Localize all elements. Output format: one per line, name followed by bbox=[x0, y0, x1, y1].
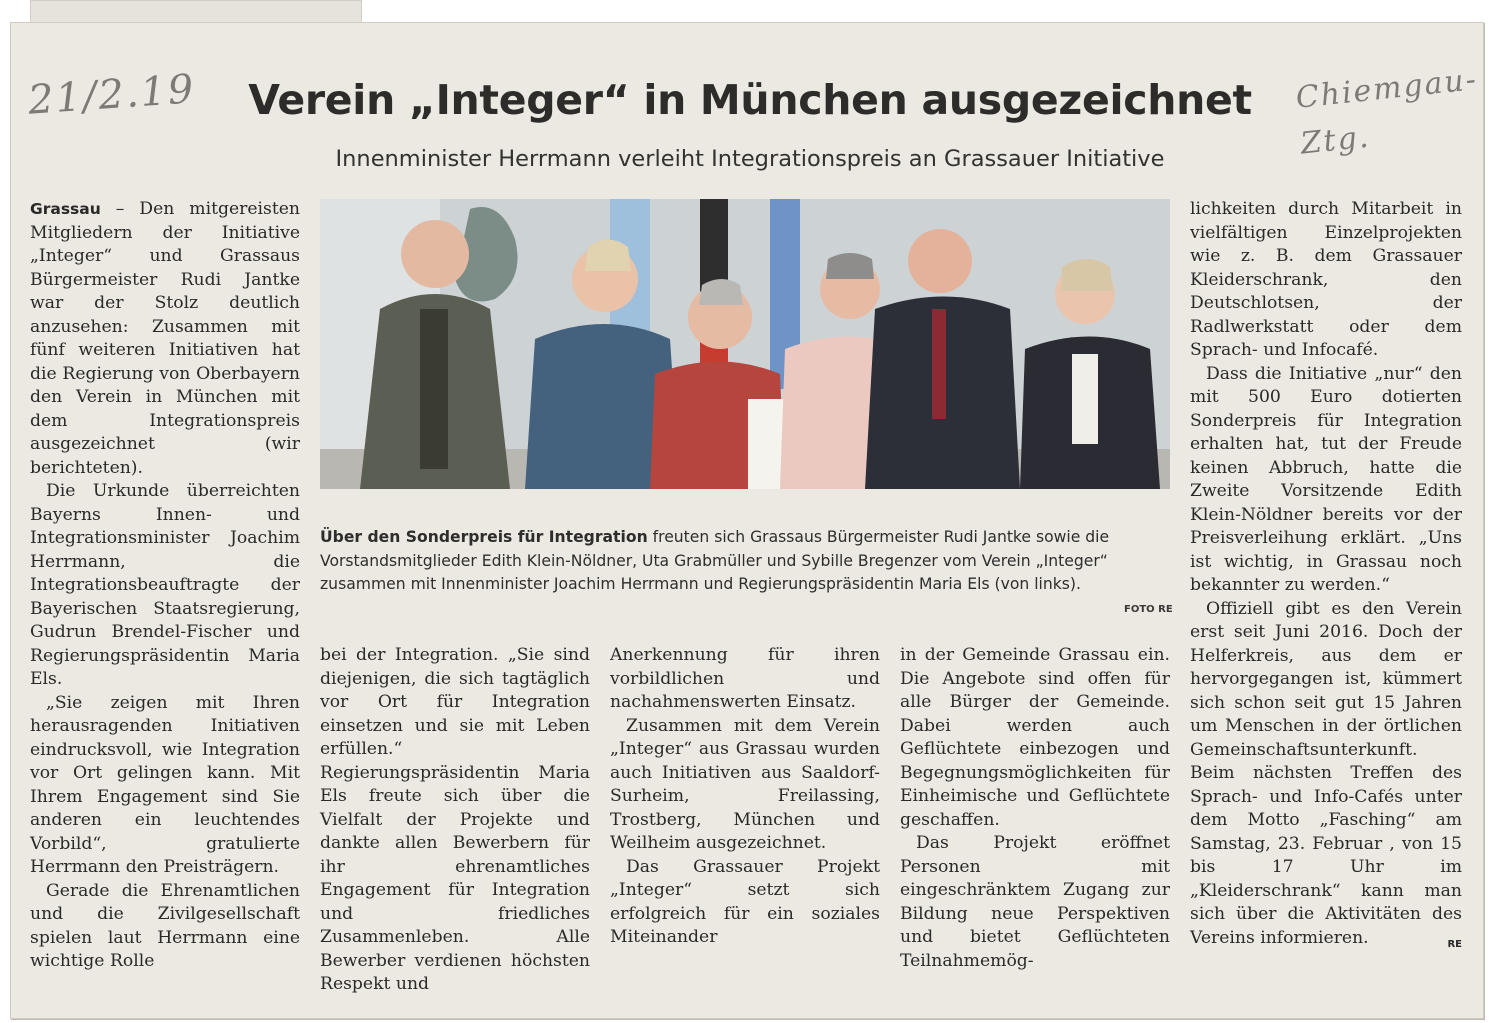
paragraph-text: – Den mitgereisten Mitgliedern der Initiative „Integer“ und Grassaus Bürgermeister Rudi Jantke war der Stolz deutlich anzusehen: Zusammen mit fünf weiteren Initiativen hat die Regierung von Oberbayern den Verein in München mit dem Integrationspreis ausgezeichnet (wir berichteten). bbox=[30, 199, 300, 478]
paragraph bbox=[1190, 598, 1462, 951]
paragraph: Das Grassauer Projekt „Integer“ setzt sich erfolgreich für ein soziales Miteinander bbox=[610, 856, 880, 947]
article-column-2 bbox=[320, 644, 590, 997]
photo-caption bbox=[320, 526, 1170, 597]
paragraph bbox=[30, 198, 300, 480]
caption-lead: Über den Sonderpreis für Integration bbox=[320, 528, 648, 546]
article-column-4 bbox=[900, 644, 1170, 973]
dateline: Grassau bbox=[30, 200, 101, 218]
paragraph: in der Gemeinde Grassau ein. Die Angebote sind offen für alle Bürger der Gemeinde. Dabei werden auch Geflüchtete einbezogen und Begegnungsmöglichkeiten für Einheimische und Geflüchtete geschaffen. bbox=[900, 645, 1170, 830]
article-column-1 bbox=[30, 198, 300, 974]
subheadline: Innenminister Herrmann verleiht Integrationspreis an Grassauer Initiative bbox=[335, 146, 1165, 172]
handwritten-date: 21/2.19 bbox=[26, 66, 197, 124]
paragraph: lichkeiten durch Mitarbeit in vielfältigen Einzelprojekten wie z. B. dem Grassauer Kleiderschrank, den Deutschlotsen, der Radlwerkstatt oder dem Sprach- und Infocafé. bbox=[1190, 199, 1462, 360]
handwritten-source-note: Chiemgau-Ztg. bbox=[1294, 61, 1480, 162]
paragraph-text: Offiziell gibt es den Verein erst seit Juni 2016. Doch der Helferkreis, aus dem er hervorgegangen ist, kümmert sich schon seit gut 15 Jahren um Menschen in der örtlichen Gemeinschaftsunterkunft. Beim nächsten Treffen des Sprach- und Info-Cafés unter dem Motto „Fasching“ am Samstag, 23. Februar , von 15 bis 17 Uhr im „Kleiderschrank“ kann man sich über die Aktivitäten des Vereins informieren. bbox=[1190, 598, 1462, 948]
paragraph: Die Urkunde überreichten Bayerns Innen- und Integrationsminister Joachim Herrmann, die Integrationsbeauftragte der Bayerischen Staatsregierung, Gudrun Brendel-Fischer und Regierungspräsidentin Maria Els. bbox=[30, 481, 300, 689]
author-mark: RE bbox=[1447, 938, 1462, 950]
article-column-3 bbox=[610, 644, 880, 950]
paragraph: Dass die Initiative „nur“ den mit 500 Euro dotierten Sonderpreis für Integration erhalten hat, tut der Freude keinen Abbruch, hatte die Zweite Vorsitzende Edith Klein-Nöldner bereits vor der Preisverleihung erklärt. „Uns ist wichtig, in Grassau noch bekannter zu werden.“ bbox=[1190, 363, 1462, 595]
paragraph: Das Projekt eröffnet Personen mit eingeschränktem Zugang zur Bildung neue Perspektiven und bietet Geflüchteten Teilnahmemög- bbox=[900, 833, 1170, 971]
article-photo bbox=[320, 199, 1170, 489]
photo-credit: FOTO RE bbox=[1124, 604, 1173, 615]
caption-text: freuten sich Grassaus Bürgermeister Rudi Jantke sowie die Vorstandsmitglieder Edith Klein-Nöldner, Uta Grabmüller und Sybille Bregenzer vom Verein „Integer“ zusammen mit Innenminister Joachim Herrmann und Regierungspräsidentin Maria Els (von links). bbox=[320, 528, 1110, 593]
group-photo-illustration bbox=[320, 199, 1170, 489]
paragraph: Gerade die Ehrenamtlichen und die Zivilgesellschaft spielen laut Herrmann eine wichtige Rolle bbox=[30, 880, 300, 971]
paragraph: Anerkennung für ihren vorbildlichen und nachahmenswerten Einsatz. bbox=[610, 645, 880, 712]
headline: Verein „Integer“ in München ausgezeichnet bbox=[248, 76, 1252, 124]
article-column-5 bbox=[1190, 198, 1462, 956]
paragraph: bei der Integration. „Sie sind diejenigen, die sich tagtäglich vor Ort für Integration einsetzen und sie mit Leben erfüllen.“ Regierungspräsidentin Maria Els freute sich über die Vielfalt der Projekte und dankte allen Bewerbern für ihr ehrenamtliches Engagement für Integration und friedliches Zusammenleben. Alle Bewerber verdienen höchsten Respekt und bbox=[320, 645, 590, 994]
paragraph: Zusammen mit dem Verein „Integer“ aus Grassau wurden auch Initiativen aus Saaldorf-Surheim, Freilassing, Trostberg, München und Weilheim ausgezeichnet. bbox=[610, 715, 880, 853]
paragraph: „Sie zeigen mit Ihren herausragenden Initiativen eindrucksvoll, wie Integration vor Ort gelingen kann. Mit Ihrem Engagement sind Sie anderen ein leuchtendes Vorbild“, gratulierte Herrmann den Preisträgern. bbox=[30, 692, 300, 877]
